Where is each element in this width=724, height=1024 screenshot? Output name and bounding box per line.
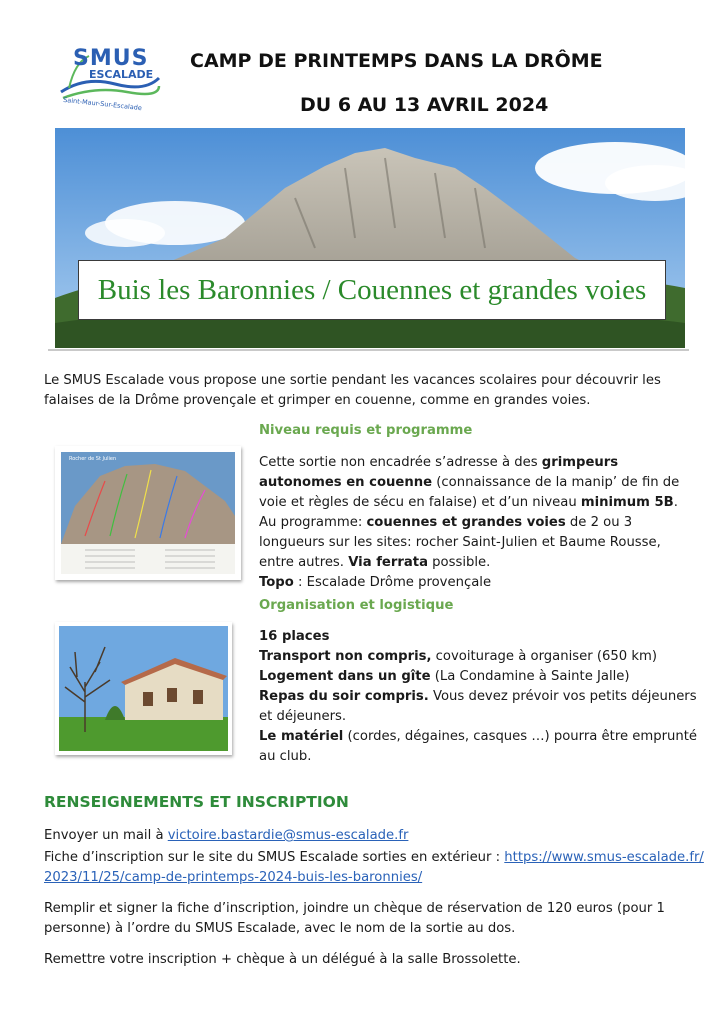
remplir-paragraph: Remplir et signer la fiche d’inscription, joindre un chèque de réservation de 120 euros (pour 1 personne) à l’ordre du SMUS Escalade, avec le nom de la sortie au dos.	[44, 901, 665, 936]
climbing-topo-icon	[55, 446, 241, 580]
places: 16 places	[259, 629, 330, 644]
topo-value: : Escalade Drôme provençale	[293, 575, 492, 590]
gite-photo	[55, 622, 232, 755]
heading-inscription: RENSEIGNEMENTS ET INSCRIPTION	[44, 793, 349, 811]
fiche-line: Fiche d’inscription sur le site du SMUS Escalade sorties en extérieur : https://www.smus-escalade.fr/2023/11/25/camp-de-printemps-2024-buis-les-baronnies/	[44, 850, 704, 885]
house-icon	[55, 622, 232, 755]
organisation-paragraph: 16 places Transport non compris, covoiturage à organiser (650 km) Logement dans un gîte (La Condamine à Sainte Jalle) Repas du soir compris. Vous devez prévoir vos petits déjeuners et déjeuners. Le matériel (cordes, dégaines, casques …) pourra être emprunté au club.	[259, 629, 698, 764]
page-dates: DU 6 AU 13 AVRIL 2024	[300, 94, 549, 116]
remettre-paragraph: Remettre votre inscription + chèque à un délégué à la salle Brossolette.	[44, 952, 521, 967]
niveau-paragraph: Cette sortie non encadrée s’adresse à des grimpeurs autonomes en couenne (connaissance de la manip’ de fin de voie et règles de sécu en falaise) et d’un niveau minimum 5B. Au programme: couennes et grandes voies de 2 ou 3 longueurs sur les sites: rocher Saint-Julien et Baume Rousse, entre autres. Via ferrata possible. Topo : Escalade Drôme provençale	[259, 455, 680, 590]
mail-link[interactable]: victoire.bastardie@smus-escalade.fr	[167, 828, 409, 843]
heading-niveau: Niveau requis et programme	[259, 423, 473, 438]
heading-organisation: Organisation et logistique	[259, 598, 454, 613]
banner-caption: Buis les Baronnies / Couennes et grandes voies	[78, 260, 666, 320]
mail-line: Envoyer un mail à victoire.bastardie@smus-escalade.fr	[44, 828, 409, 843]
fiche-link[interactable]: https://www.smus-escalade.fr/2023/11/25/camp-de-printemps-2024-buis-les-baronnies/	[44, 850, 704, 885]
topo-label: Topo	[259, 575, 294, 590]
topo-photo	[55, 446, 241, 580]
intro-paragraph: Le SMUS Escalade vous propose une sortie pendant les vacances scolaires pour découvrir les falaises de la Drôme provençale et grimper en couenne, comme en grandes voies.	[44, 373, 661, 408]
banner-divider	[48, 349, 689, 351]
logo-brand: SMUS	[73, 46, 149, 71]
page-title: CAMP DE PRINTEMPS DANS LA DRÔME	[190, 50, 603, 72]
smus-logo	[55, 42, 165, 114]
logo-sub: ESCALADE	[89, 68, 154, 81]
topo-title: Rocher de St Julien	[69, 456, 117, 462]
logo-tagline: Saint-Maur-Sur-Escalade	[62, 95, 143, 113]
